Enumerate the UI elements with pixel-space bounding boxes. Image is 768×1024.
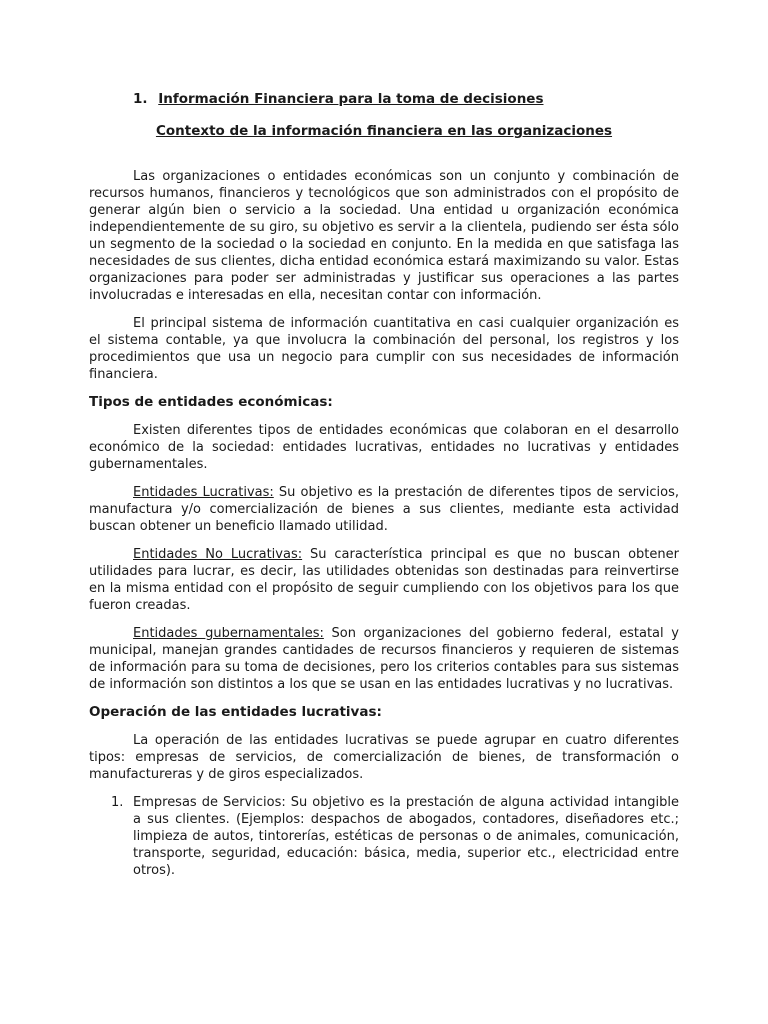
paragraph-operacion-intro: La operación de las entidades lucrativas se puede agrupar en cuatro diferentes tipos: empresas de servicios, de comercialización de bienes, de transformación o manufactureras y de giros especializados. xyxy=(89,733,679,782)
text-lucrativas: Su objetivo es la prestación de diferentes tipos de servicios, manufactura y/o comercialización de bienes a sus clientes, mediante esta actividad buscan obtener un beneficio llamado utilidad. xyxy=(89,485,679,534)
label-gubernamentales: Entidades gubernamentales: xyxy=(133,626,324,641)
label-lucrativas: Entidades Lucrativas: xyxy=(133,485,274,500)
section-title-tipos: Tipos de entidades económicas: xyxy=(89,394,333,410)
document-content xyxy=(89,90,679,879)
paragraph-tipos-intro: Existen diferentes tipos de entidades económicas que colaboran en el desarrollo económico de la sociedad: entidades lucrativas, entidades no lucrativas y entidades gubernamentales. xyxy=(89,423,679,472)
subtitle: Contexto de la información financiera en las organizaciones xyxy=(155,123,613,139)
paragraph-lucrativas xyxy=(89,484,679,535)
list-item xyxy=(111,794,679,879)
main-heading xyxy=(133,90,679,108)
paragraph-gubernamentales xyxy=(89,625,679,693)
heading-number: 1. xyxy=(133,91,148,107)
paragraph-no-lucrativas xyxy=(89,546,679,614)
list-item-text: Empresas de Servicios: Su objetivo es la prestación de alguna actividad intangible a sus clientes. (Ejemplos: despachos de abogados, contadores, diseñadores etc.; limpieza de autos, tintorerías, estéticas de personas o de animales, comunicación, transporte, seguridad, educación: básica, media, superior etc., electricidad entre otros). xyxy=(133,795,679,878)
paragraph-organizaciones: Las organizaciones o entidades económicas son un conjunto y combinación de recursos humanos, financieros y tecnológicos que son administrados con el propósito de generar algún bien o servicio a la sociedad. Una entidad u organización económica independientemente de su giro, su objetivo es servir a la clientela, pudiendo ser ésta sólo un segmento de la sociedad o la sociedad en conjunto. En la medida en que satisfaga las necesidades de sus clientes, dicha entidad económica estará maximizando su valor. Estas organizaciones para poder ser administradas y justificar sus operaciones a las partes involucradas e interesadas en ella, necesitan contar con información. xyxy=(89,169,679,303)
section-title-operacion: Operación de las entidades lucrativas: xyxy=(89,704,382,720)
text-no-lucrativas: Su característica principal es que no buscan obtener utilidades para lucrar, es decir, las utilidades obtenidas son destinadas para reinvertirse en la misma entidad con el propósito de seguir cumpliendo con los objetivos para los que fueron creadas. xyxy=(89,547,679,613)
list-item-number: 1. xyxy=(111,795,124,810)
heading-title: Información Financiera para la toma de decisiones xyxy=(158,91,544,107)
label-no-lucrativas: Entidades No Lucrativas: xyxy=(133,547,303,562)
paragraph-sistema-contable: El principal sistema de información cuantitativa en casi cualquier organización es el sistema contable, ya que involucra la combinación del personal, los registros y los procedimientos que usa un negocio para cumplir con sus necesidades de información financiera. xyxy=(89,316,679,382)
text-gubernamentales: Son organizaciones del gobierno federal, estatal y municipal, manejan grandes cantidades de recursos financieros y requieren de sistemas de información para su toma de decisiones, pero los criterios contables para sus sistemas de información son distintos a los que se usan en las entidades lucrativas y no lucrativas. xyxy=(89,626,679,692)
